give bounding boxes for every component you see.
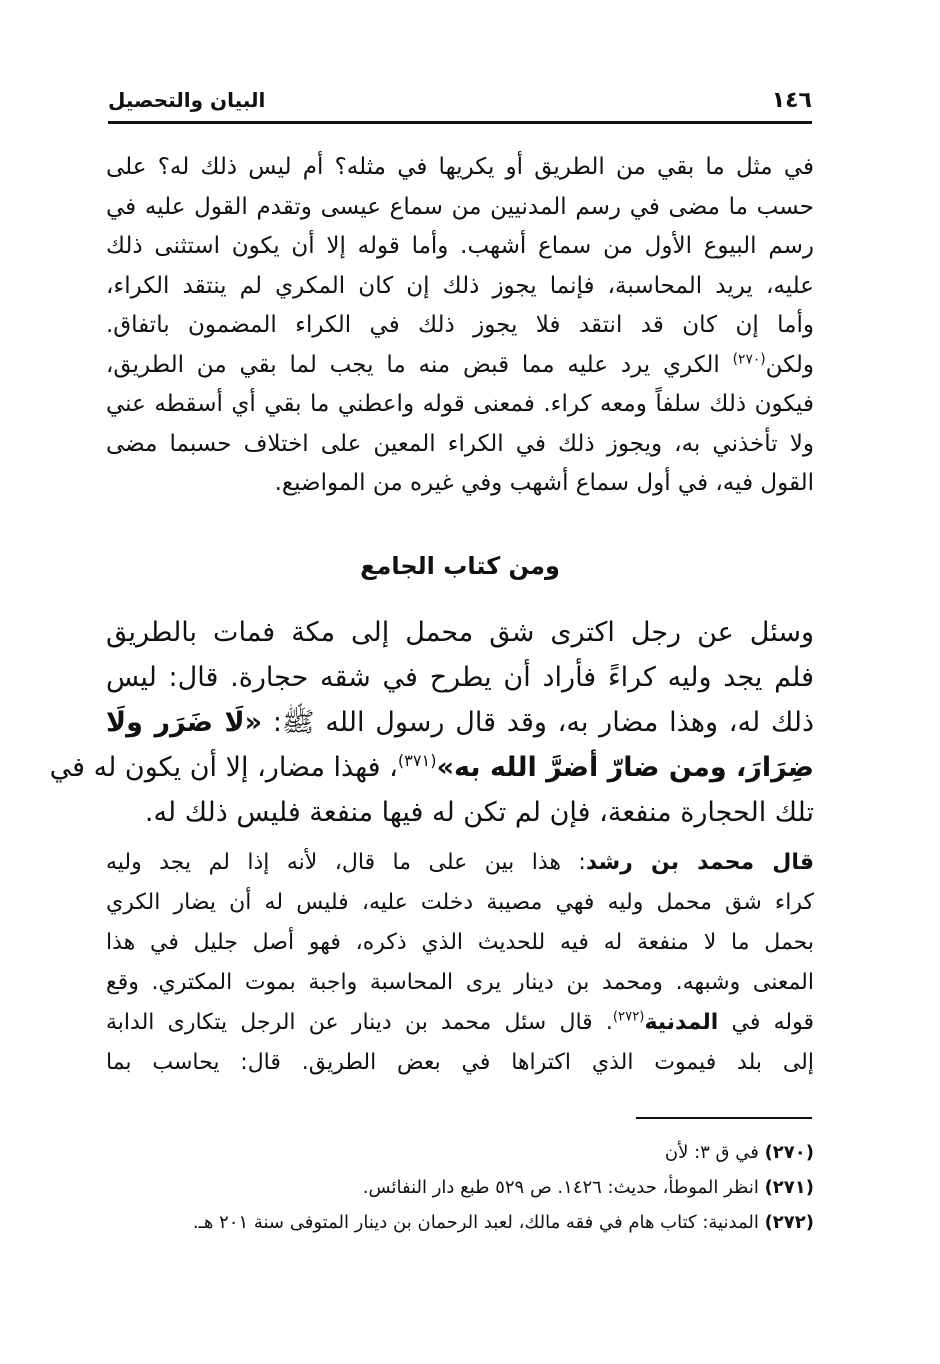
text-segment: . قال سئل محمد بن دينار عن الرجل يتكارى الدابة: [106, 1010, 613, 1035]
text-line: [106, 843, 814, 883]
footnotes: [106, 1135, 814, 1240]
footnote-ref-270: (٢٧٠): [732, 350, 766, 367]
running-title: البيان والتحصيل: [108, 88, 266, 112]
text-segment: ولكن: [765, 351, 814, 378]
text-segment: قوله في: [718, 1010, 814, 1035]
text-segment: الكري يرد عليه مما قبض منه ما يجب لما بقي من الطريق،: [106, 351, 733, 378]
text-segment: : هذا بين على ما قال، لأنه إذا لم يجد وليه: [106, 850, 586, 875]
footnote-271: [106, 1170, 814, 1205]
text-line: تلك الحجارة منفعة، فإن لم تكن له فيها منفعة فليس ذلك له.: [144, 797, 814, 828]
footnote-text: المدنية: كتاب هام في فقه مالك، لعبد الرحمان بن دينار المتوفى سنة ٢٠١ هـ.: [192, 1212, 765, 1233]
footnote-number: (٢٧٢): [764, 1212, 814, 1233]
page-header: [108, 80, 812, 120]
text-line: فلم يجد وليه كراءً فأراد أن يطرح في شقه حجارة. قال: ليس: [106, 662, 814, 693]
text-line: [49, 745, 814, 790]
text-line: فيكون ذلك سلفاً ومعه كراء. فمعنى قوله واعطني ما بقي أي أسقطه عني: [106, 391, 814, 417]
text-line: [106, 1003, 814, 1043]
author-label: قال محمد بن رشد: [585, 850, 814, 875]
page-number: ١٤٦: [771, 88, 812, 113]
text-line: القول فيه، في أول سماع أشهب وفي غيره من المواضيع.: [274, 470, 814, 496]
footnote-text: في ق ٣: لأن: [664, 1142, 765, 1163]
paragraph-2: [49, 610, 814, 835]
text-line: ولا تأخذني به، ويجوز ذلك في الكراء المعين على اختلاف حسبما مضى: [106, 430, 814, 457]
text-segment: ذلك له، وهذا مضار به، وقد قال رسول الله ﷺ:: [262, 707, 814, 738]
text-line: عليه، يريد المحاسبة، فإنما يجوز ذلك إن كان المكري لم ينتقد الكراء،: [106, 272, 814, 299]
section-heading: ومن كتاب الجامع: [360, 552, 560, 580]
text-line: رسم البيوع الأول من سماع أشهب. وأما قوله إلا أن يكون استثنى ذلك: [106, 233, 814, 259]
text-line: وسئل عن رجل اكترى شق محمل إلى مكة فمات بالطريق: [106, 617, 814, 648]
text-line: [106, 346, 814, 386]
text-line: في مثل ما بقي من الطريق أو يكريها في مثله؟ أم ليس ذلك له؟ على: [106, 154, 814, 180]
footnote-text: انظر الموطأ، حديث: ١٤٢٦. ص ٥٢٩ طبع دار النفائس.: [362, 1177, 765, 1198]
footnote-270: [106, 1135, 814, 1170]
text-line: [106, 700, 814, 745]
header-rule: [108, 121, 812, 124]
footnote-number: (٢٧١): [764, 1177, 814, 1198]
footnote-rule: [636, 1117, 812, 1119]
hadith-quote: ضِرَارَ، ومن ضارّ أضرَّ الله به»: [436, 752, 814, 783]
footnote-272: [106, 1205, 814, 1240]
text-line: المعنى وشبهه. ومحمد بن دينار يرى المحاسبة واجبة بموت المكتري. وقع: [106, 970, 814, 995]
footnote-ref-271: (٣٧١): [397, 751, 437, 770]
footnote-ref-272: (٢٧٢): [612, 1009, 645, 1025]
text-line: وأما إن كان قد انتقد فلا يجوز ذلك في الكراء المضمون باتفاق.: [106, 312, 814, 338]
text-line: كراء شق محمل وليه فهي مصيبة دخلت عليه، فليس له أن يضار الكري: [106, 890, 814, 915]
footnote-number: (٢٧٠): [764, 1142, 814, 1163]
paragraph-3: [106, 843, 814, 1083]
text-line: بحمل ما لا منفعة له فيه للحديث الذي ذكره، فهو أصل جليل في هذا: [106, 930, 814, 955]
text-line: إلى بلد فيموت الذي اكتراها في بعض الطريق. قال: يحاسب بما: [106, 1050, 814, 1075]
book-title: المدنية: [644, 1010, 719, 1035]
text-segment: ، فهذا مضار، إلا أن يكون له في: [49, 752, 398, 783]
paragraph-1: [106, 148, 814, 504]
text-line: حسب ما مضى في رسم المدنيين من سماع عيسى وتقدم القول عليه في: [106, 193, 814, 220]
hadith-quote: «لَا ضَرَر ولَا: [106, 707, 263, 738]
